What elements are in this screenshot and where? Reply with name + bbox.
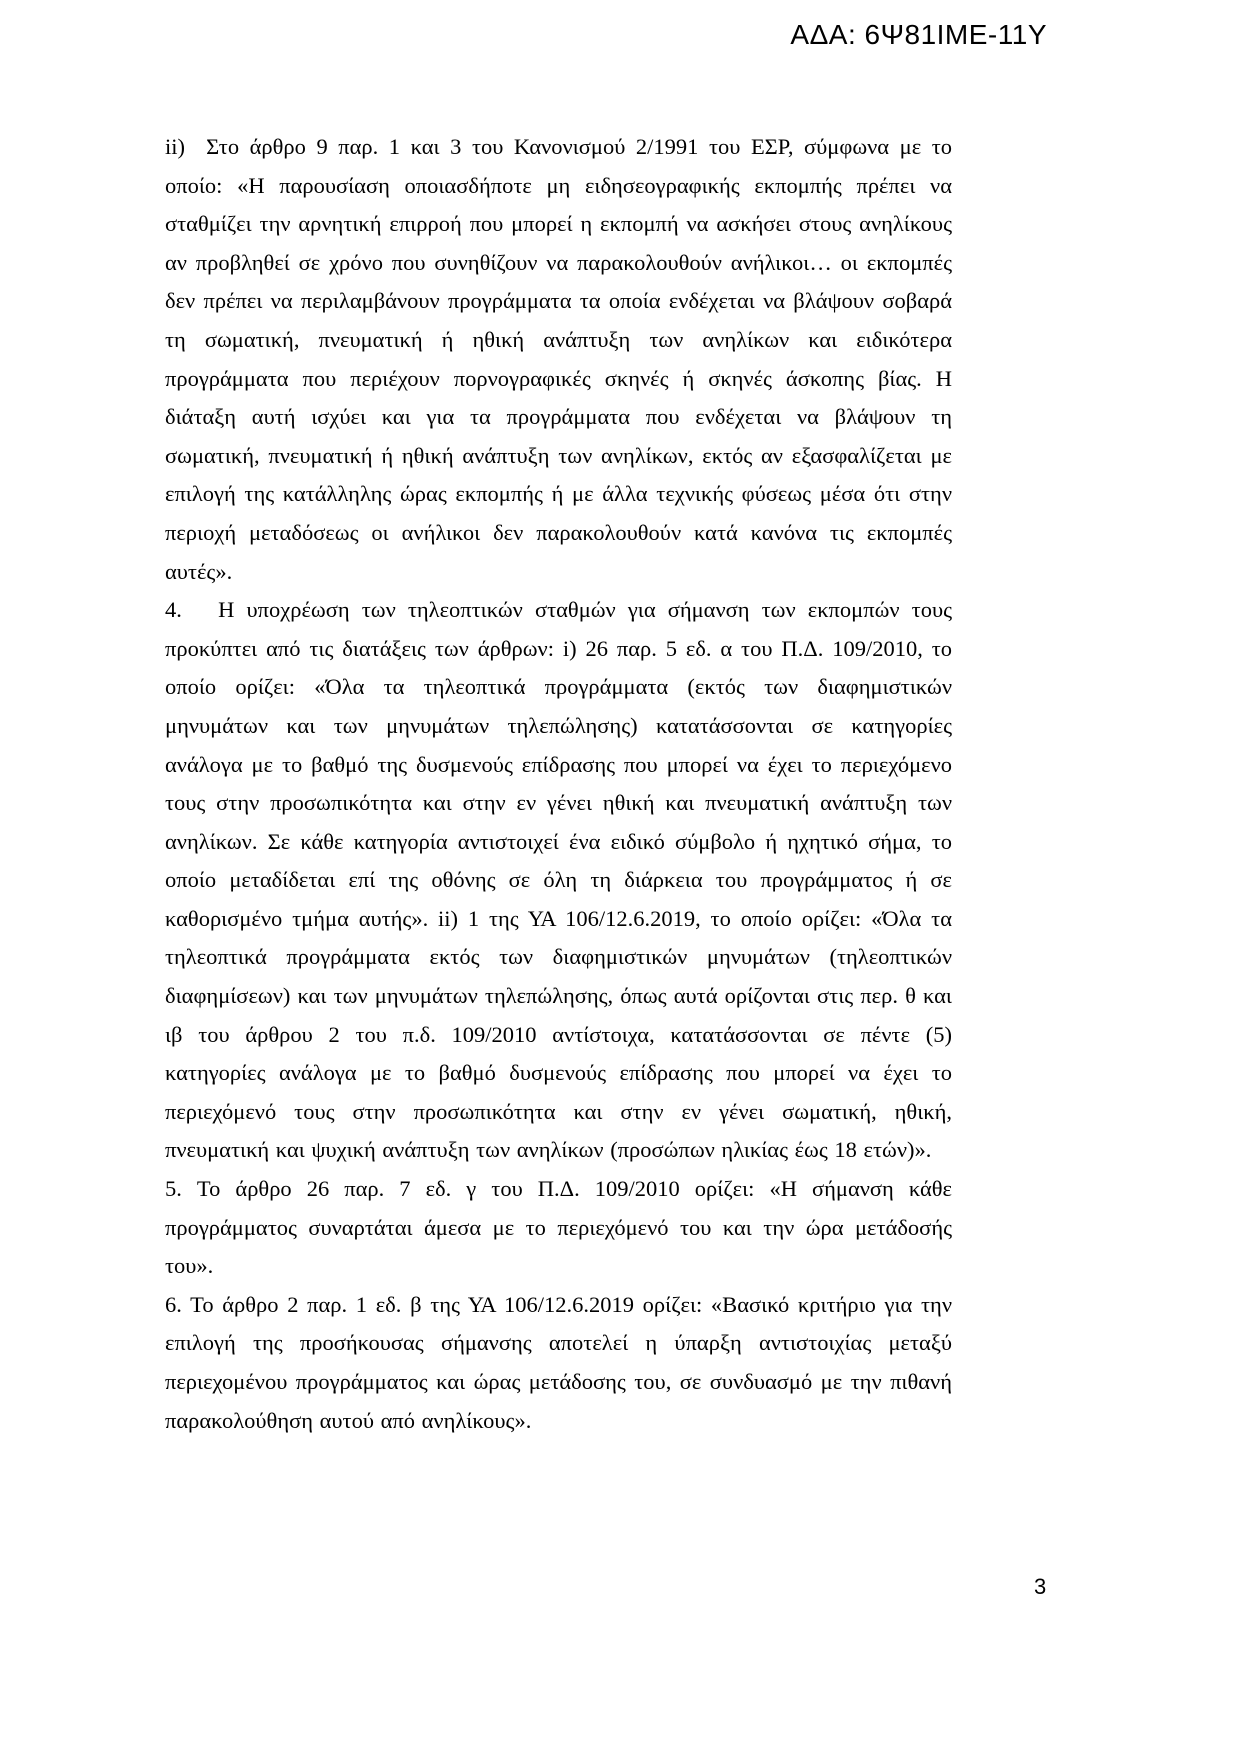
- body-paragraph: 6. Το άρθρο 2 παρ. 1 εδ. β της ΥΑ 106/12.6.2019 ορίζει: «Βασικό κριτήριο για την επιλογή της προσήκουσας σήμανσης αποτελεί η ύπαρξη αντιστοιχίας μεταξύ περιεχομένου προγράμματος και ώρας μετάδοσης του, σε συνδυασμό με την πιθανή παρακολούθηση αυτού από ανηλίκους».: [165, 1291, 952, 1433]
- ada-reference: ΑΔΑ: 6Ψ81ΙΜΕ-11Υ: [790, 19, 1047, 50]
- document-body: [165, 128, 952, 1440]
- page-number: 3: [1034, 1574, 1047, 1599]
- body-paragraph: 4. Η υποχρέωση των τηλεοπτικών σταθμών για σήμανση των εκπομπών τους προκύπτει από τις διατάξεις των άρθρων: i) 26 παρ. 5 εδ. α του Π.Δ. 109/2010, το οποίο ορίζει: «Όλα τα τηλεοπτικά προγράμματα (εκτός των διαφημιστικών μηνυμάτων και των μηνυμάτων τηλεπώλησης) κατατάσσονται σε κατηγορίες ανάλογα με το βαθμό της δυσμενούς επίδρασης που μπορεί να έχει το περιεχόμενο τους στην προσωπικότητα και στην εν γένει ηθική και πνευματική ανάπτυξη των ανηλίκων. Σε κάθε κατηγορία αντιστοιχεί ένα ειδικό σύμβολο ή ηχητικό σήμα, το οποίο μεταδίδεται επί της οθόνης σε όλη τη διάρκεια του προγράμματος ή σε καθορισμένο τμήμα αυτής». ii) 1 της ΥΑ 106/12.6.2019, το οποίο ορίζει: «Όλα τα τηλεοπτικά προγράμματα εκτός των διαφημιστικών μηνυμάτων (τηλεοπτικών διαφημίσεων) και των μηνυμάτων τηλεπώλησης, όπως αυτά ορίζονται στις περ. θ και ιβ του άρθρου 2 του π.δ. 109/2010 αντίστοιχα, κατατάσσονται σε πέντε (5) κατηγορίες ανάλογα με το βαθμό δυσμενούς επίδρασης που μπορεί να έχει το περιεχόμενό τους στην προσωπικότητα και στην εν γένει σωματική, ηθική, πνευματική και ψυχική ανάπτυξη των ανηλίκων (προσώπων ηλικίας έως 18 ετών)».: [165, 597, 952, 1163]
- body-paragraph: 5. Το άρθρο 26 παρ. 7 εδ. γ του Π.Δ. 109/2010 ορίζει: «Η σήμανση κάθε προγράμματος συναρτάται άμεσα με το περιεχόμενό του και την ώρα μετάδοσής του».: [165, 1176, 952, 1279]
- body-paragraph: ii) Στο άρθρο 9 παρ. 1 και 3 του Κανονισμού 2/1991 του ΕΣΡ, σύμφωνα με το οποίο: «Η παρουσίαση οποιασδήποτε μη ειδησεογραφικής εκπομπής πρέπει να σταθμίζει την αρνητική επιρροή που μπορεί η εκπομπή να ασκήσει στους ανηλίκους αν προβληθεί σε χρόνο που συνηθίζουν να παρακολουθούν ανήλικοι… οι εκπομπές δεν πρέπει να περιλαμβάνουν προγράμματα τα οποία ενδέχεται να βλάψουν σοβαρά τη σωματική, πνευματική ή ηθική ανάπτυξη των ανηλίκων και ειδικότερα προγράμματα που περιέχουν πορνογραφικές σκηνές ή σκηνές άσκοπης βίας. Η διάταξη αυτή ισχύει και για τα προγράμματα που ενδέχεται να βλάψουν τη σωματική, πνευματική ή ηθική ανάπτυξη των ανηλίκων, εκτός αν εξασφαλίζεται με επιλογή της κατάλληλης ώρας εκπομπής ή με άλλα τεχνικής φύσεως μέσα ότι στην περιοχή μεταδόσεως οι ανήλικοι δεν παρακολουθούν κατά κανόνα τις εκπομπές αυτές».: [165, 134, 952, 584]
